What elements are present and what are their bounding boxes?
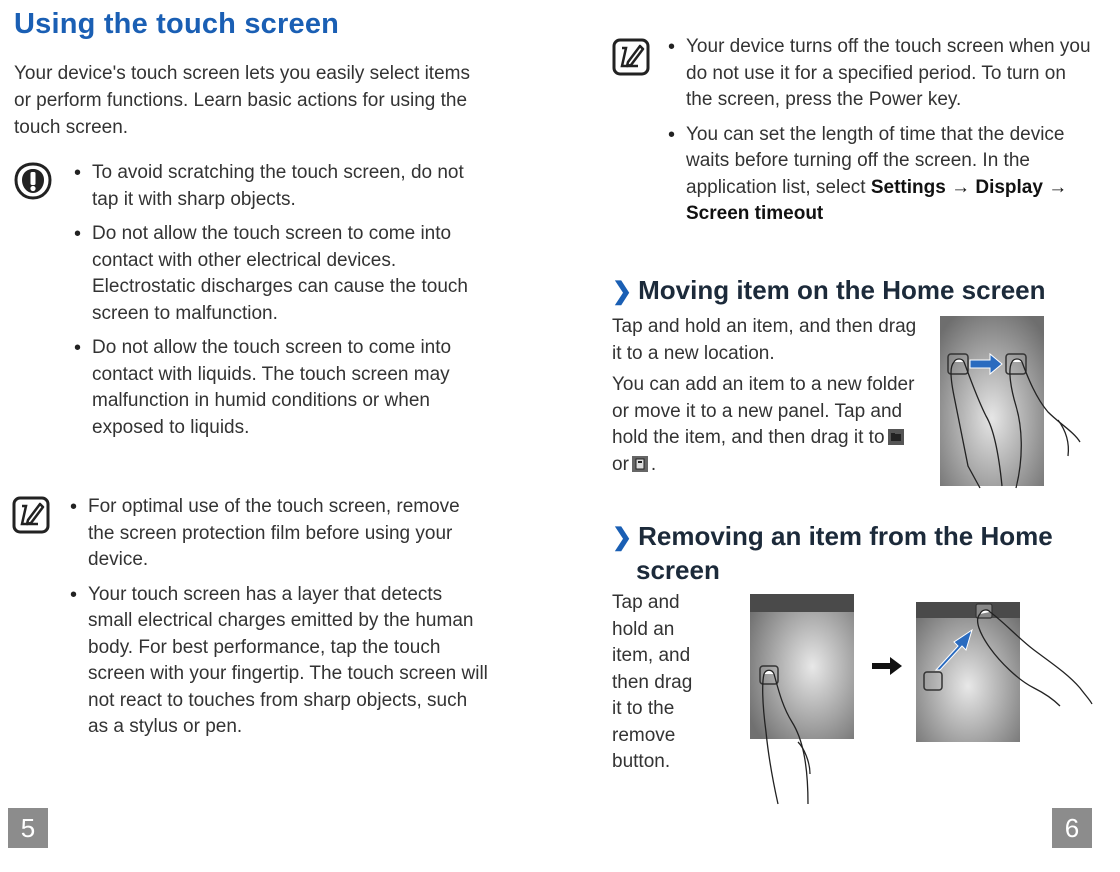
caution-list xyxy=(72,160,492,449)
note-icon xyxy=(612,38,650,76)
paragraph-line: item, and xyxy=(612,645,691,666)
note-icon xyxy=(12,496,50,534)
page-title: Using the touch screen xyxy=(14,8,340,40)
note-list-right xyxy=(666,34,1096,236)
chevron-icon: ❯ xyxy=(612,524,633,551)
path-arrow: → xyxy=(951,176,971,198)
move-item-illustration xyxy=(940,316,1085,491)
paragraph-line: Tap and xyxy=(612,592,680,613)
list-item: • Your device turns off the touch screen when you do not use it for a specified period. To turn on the screen, press the Power key. xyxy=(666,34,1096,114)
end-period: . xyxy=(650,453,657,475)
page-number-right: 6 xyxy=(1052,808,1092,848)
list-item: • For optimal use of the touch screen, remove the screen protection film before using your device. xyxy=(68,494,488,574)
section2-paragraph xyxy=(612,590,732,776)
path-arrow: → xyxy=(1048,176,1068,198)
remove-step1-illustration xyxy=(748,592,858,807)
section-title: Moving item on the Home screen xyxy=(638,275,1046,305)
section-title: Removing an item from the Home xyxy=(638,521,1053,551)
path-settings: Settings xyxy=(870,176,946,198)
section-title-line2: screen xyxy=(636,555,720,585)
list-item: • Do not allow the touch screen to come into contact with liquids. The touch screen may malfunction in humid conditions or when exposed to liquids. xyxy=(72,335,492,441)
note-list-left xyxy=(68,494,488,749)
page-number-left: 5 xyxy=(8,808,48,848)
section1-paragraph2 xyxy=(612,372,917,478)
paragraph-line: remove xyxy=(612,724,676,746)
chevron-icon: ❯ xyxy=(612,278,633,305)
list-item xyxy=(666,122,1096,228)
remove-step2-illustration xyxy=(914,600,1094,745)
list-item: • To avoid scratching the touch screen, do not tap it with sharp objects. xyxy=(72,160,492,213)
paragraph-line: hold an xyxy=(612,618,675,640)
list-item-text: You can set the length of time that the device waits before turning off the screen. In the application list, select xyxy=(686,123,1065,198)
paragraph-text: You can add an item to a new folder or move it to a new panel. Tap and hold the item, and then drag it to xyxy=(612,374,915,448)
path-screen-timeout: Screen timeout xyxy=(686,203,824,224)
panel-icon xyxy=(632,456,648,472)
section-heading-moving xyxy=(612,274,1046,308)
caution-icon xyxy=(14,162,52,200)
path-display: Display xyxy=(975,176,1043,198)
intro-paragraph: Your device's touch screen lets you easily select items or perform functions. Learn basic actions for using the touch screen. xyxy=(14,63,470,138)
section1-paragraph1: Tap and hold an item, and then drag it to a new location. xyxy=(612,316,917,364)
paragraph-line: then drag xyxy=(612,671,693,693)
section-heading-removing xyxy=(612,520,1053,586)
folder-icon xyxy=(888,429,904,445)
list-item: • Your touch screen has a layer that detects small electrical charges emitted by the human body. For best performance, tap the touch screen with your fingertip. The touch screen will not react to touches from sharp objects, such as a stylus or pen. xyxy=(68,582,488,741)
list-item: • Do not allow the touch screen to come into contact with other electrical devices. Electrostatic discharges can cause the touch screen to malfunction. xyxy=(72,221,492,327)
or-text: or xyxy=(612,453,629,475)
arrow-right-icon xyxy=(872,656,904,676)
paragraph-line: it to the xyxy=(612,698,675,719)
paragraph-line: button. xyxy=(612,751,671,772)
